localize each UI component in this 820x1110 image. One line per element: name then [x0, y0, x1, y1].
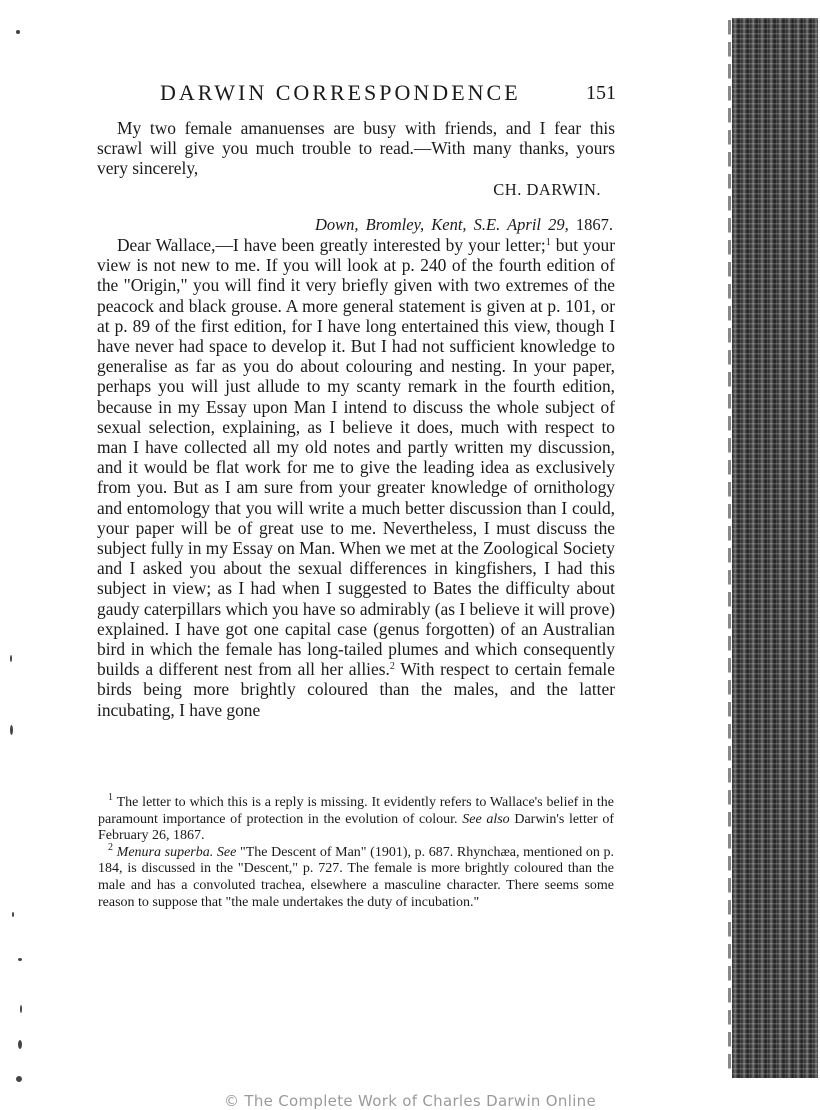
letter-part-3: With respect to certain female birds being more brightly coloured than the males, and the latter incubating, I have gone: [97, 659, 615, 720]
footnote-1-text-b: Darwin's letter of February 26, 1867.: [98, 811, 615, 844]
footnotes: [98, 792, 615, 911]
page-number: 151: [586, 82, 616, 104]
copyright-credit: © The Complete Work of Charles Darwin Online: [224, 1092, 596, 1110]
footnote-1: [98, 792, 615, 845]
footnote-1-text-a: The letter to which this is a reply is missing. It evidently refers to Wallace's belief in the paramount importance of protection in the evolution of colour.: [98, 795, 614, 827]
footnote-2: [98, 841, 615, 911]
scan-speck: [10, 725, 13, 735]
page-gutter-line: [728, 20, 731, 1075]
footnote-2-text: "The Descent of Man" (1901), p. 687. Rhynchæa, mentioned on p. 184, is discussed in the "Descent," p. 727. The female is more brightly coloured than the male and has a convoluted trachea, elsewhere a masculine character. There seems some reason to suppose that "the male undertakes the duty of incubation.": [98, 844, 615, 910]
footnote-2-species: Menura superba.: [116, 844, 214, 860]
letter-part-1: Dear Wallace,—I have been greatly interested by your letter;: [117, 235, 546, 256]
closing-paragraph: My two female amanuenses are busy with friends, and I fear this scrawl will give you much trouble to read.—With many thanks, yours very sincerely,: [97, 118, 615, 179]
scan-speck: [18, 1040, 22, 1049]
scan-speck: [16, 30, 20, 34]
book-edge-shadow: [732, 18, 818, 1078]
letter-paragraph: [97, 235, 615, 720]
scan-speck: [18, 958, 22, 961]
footnote-2-number: 2: [108, 841, 113, 853]
scan-speck: [10, 655, 12, 662]
letter-part-2: but your view is not new to me. If you will look at p. 240 of the fourth edition of the "Origin," you will find it very briefly given with two extremes of the peacock and black grouse. A more general statement is given at p. 101, or at p. 89 of the first edition, for I have long entertained this view, though I have never had space to develop it. But I had not sufficient knowledge to generalise as far as you do about colouring and nesting. In your paper, perhaps you will just allude to my scanty remark in the fourth edition, because in my Essay upon Man I intend to discuss the whole subject of sexual selection, explaining, as I believe it does, much with respect to man I have collected all my old notes and partly written my discussion, and it would be flat work for me to give the leading idea as exclusively from you. But as I am sure from your greater knowledge of ornithology and entomology that you will write a much better discussion than I could, your paper will be of great use to me. Nevertheless, I must discuss the subject fully in my Essay on Man. When we met at the Zoological Society and I asked you about the sexual differences in kingfishers, I had this subject in view; as I had when I suggested to Bates the difficulty about gaudy caterpillars which you have so admirably (as I believe it will prove) explained. I have got one capital case (genus forgotten) of an Australian bird in which the female has long-tailed plumes and which consequently builds a different nest from all her allies.: [97, 235, 615, 680]
footnote-ref-2: 2: [389, 661, 395, 673]
scan-speck: [12, 912, 14, 917]
letter-text: [97, 118, 615, 720]
scan-speck: [20, 1005, 22, 1013]
dateline-year: 1867.: [575, 214, 613, 234]
page-header: [98, 80, 616, 110]
scan-speck: [16, 1076, 22, 1082]
footnote-1-see-also: See also: [462, 811, 510, 827]
running-head: DARWIN CORRESPONDENCE: [160, 80, 521, 105]
dateline: [97, 215, 615, 235]
footnote-1-number: 1: [108, 792, 113, 803]
footnote-2-see: See: [216, 844, 237, 860]
footnote-ref-1: 1: [545, 237, 551, 249]
dateline-place: Down, Bromley, Kent, S.E. April 29,: [314, 214, 569, 234]
signature: CH. DARWIN.: [493, 179, 601, 199]
